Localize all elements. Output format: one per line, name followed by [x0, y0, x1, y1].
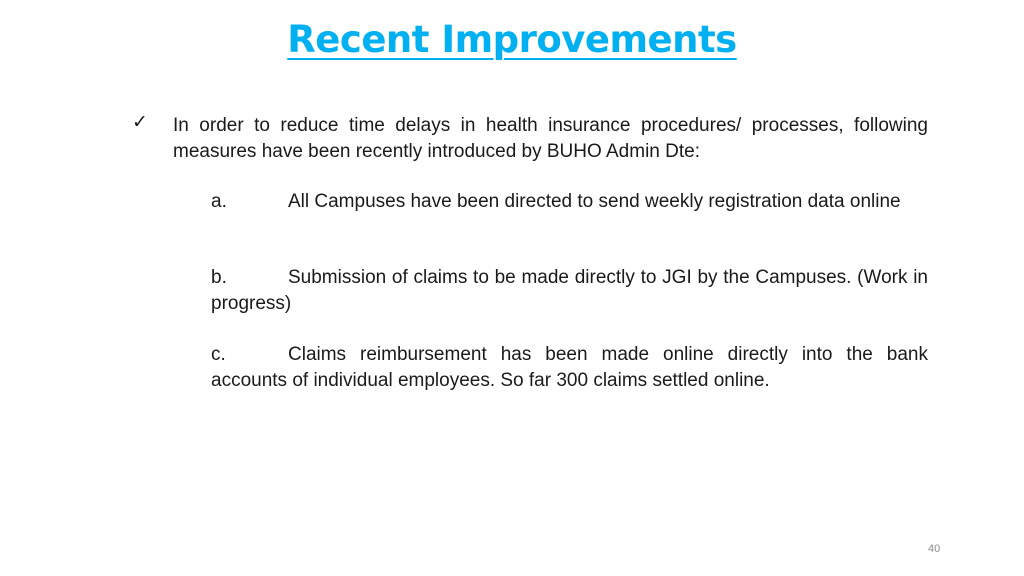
page-number: 40 [928, 543, 941, 555]
list-item-text: Submission of claims to be made directly to JGI by the Campuses. (Work in progress) [211, 267, 928, 314]
checkmark-icon: ✓ [132, 111, 148, 133]
slide-title: Recent Improvements [287, 18, 737, 61]
list-item-letter: c. [211, 344, 226, 365]
list-item-letter: b. [211, 267, 227, 288]
list-item [211, 342, 928, 394]
intro-paragraph: In order to reduce time delays in health insurance procedures/ processes, following measures have been recently introduced by BUHO Admin Dte: [173, 115, 928, 162]
list-item-text: Claims reimbursement has been made online directly into the bank accounts of individual employees. So far 300 claims settled online. [211, 344, 928, 391]
list-item [211, 265, 928, 317]
list-item-letter: a. [211, 191, 227, 212]
list-item-text: All Campuses have been directed to send weekly registration data online [288, 191, 901, 212]
list-item [211, 189, 928, 215]
